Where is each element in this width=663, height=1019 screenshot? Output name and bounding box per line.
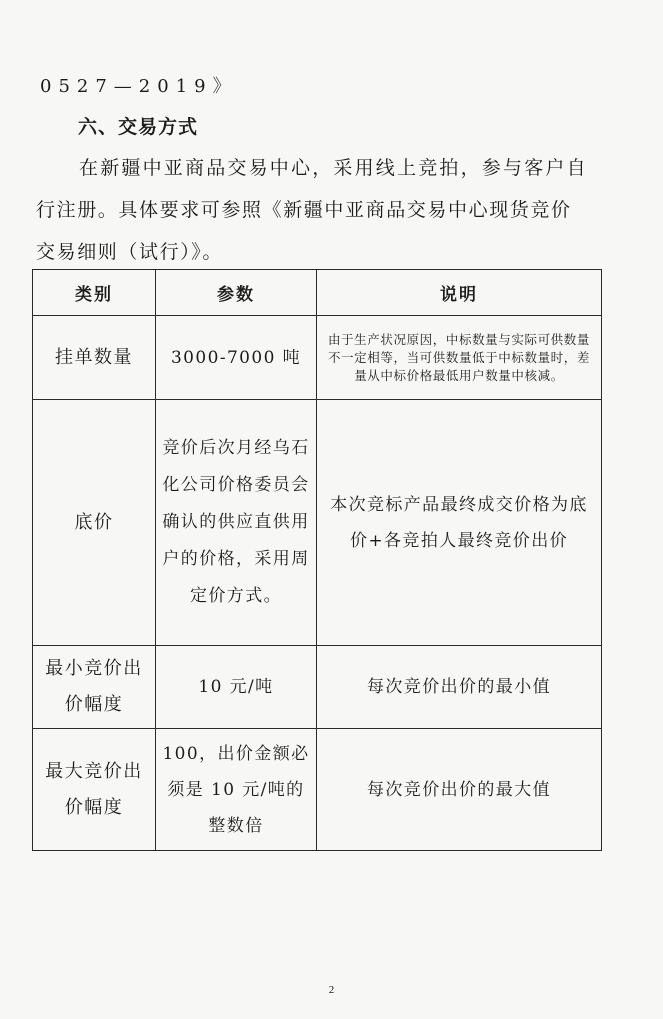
paragraph-line-3: 交易细则（试行）》。	[36, 241, 224, 263]
row-description: 本次竞标产品最终成交价格为底价+各竞拍人最终竞价出价	[317, 400, 602, 646]
page-number: 2	[328, 984, 335, 996]
table-header-row	[33, 270, 602, 316]
paragraph-line-2: 行注册。具体要求可参照《新疆中亚商品交易中心现货竞价	[36, 199, 572, 221]
paragraph-line-1: 在新疆中亚商品交易中心，采用线上竞拍，参与客户自	[79, 157, 588, 179]
header-description: 说明	[317, 270, 602, 316]
section-heading: 六、交易方式	[78, 116, 199, 138]
header-category: 类别	[33, 270, 156, 316]
document-reference-line: 0527—2019》	[40, 76, 238, 97]
row-description: 每次竞价出价的最大值	[317, 729, 602, 851]
table-row	[33, 646, 602, 729]
row-parameter: 100，出价金额必须是 10 元/吨的整数倍	[156, 729, 317, 851]
row-category: 最小竞价出价幅度	[33, 646, 156, 729]
row-parameter: 竞价后次月经乌石化公司价格委员会确认的供应直供用户的价格，采用周定价方式。	[156, 400, 317, 646]
row-description: 每次竞价出价的最小值	[317, 646, 602, 729]
row-category: 最大竞价出价幅度	[33, 729, 156, 851]
table-row	[33, 400, 602, 646]
table-row	[33, 316, 602, 400]
row-parameter: 10 元/吨	[156, 646, 317, 729]
table-row	[33, 729, 602, 851]
row-category: 底价	[33, 400, 156, 646]
row-description: 由于生产状况原因，中标数量与实际可供数量不一定相等，当可供数量低于中标数量时，差量从中标价格最低用户数量中核减。	[317, 316, 602, 400]
header-parameter: 参数	[156, 270, 317, 316]
row-parameter: 3000-7000 吨	[156, 316, 317, 400]
trading-parameters-table	[32, 269, 602, 851]
row-category: 挂单数量	[33, 316, 156, 400]
